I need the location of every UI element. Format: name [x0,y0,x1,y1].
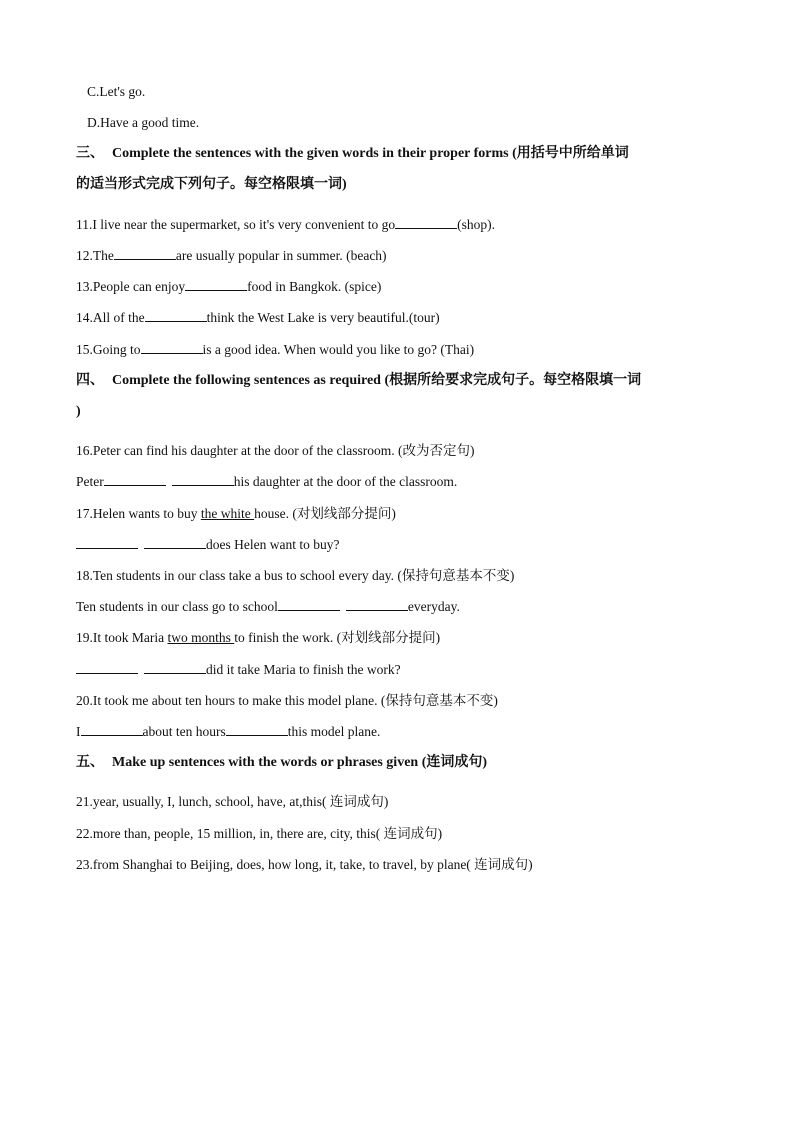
answer-lead: Ten students in our class go to school [76,599,278,614]
question-19-answer [76,661,401,679]
answer-blank[interactable] [346,598,408,611]
section-5-number: 五、 [76,755,104,770]
answer-blank[interactable] [278,598,340,611]
question-21: 21.year, usually, I, lunch, school, have, at,this( 连词成句) [76,794,389,809]
question-13-hint: food in Bangkok. (spice) [247,279,382,294]
answer-lead: I [76,724,81,739]
answer-blank[interactable] [81,723,143,736]
section-3-title: Complete the sentences with the given words in their proper forms (用括号中所给单词 [112,146,629,161]
underlined-phrase: the white [200,506,255,521]
answer-tail: everyday. [407,599,460,614]
question-19 [76,629,440,647]
answer-tail: did it take Maria to finish the work? [206,662,401,677]
answer-blank[interactable] [104,473,166,486]
question-13-text: 13.People can enjoy [76,279,186,294]
answer-middle: about ten hours [142,724,226,739]
answer-blank[interactable] [226,723,288,736]
question-19-text: 19.It took Maria [76,630,168,645]
question-11 [76,216,495,234]
option-d: D.Have a good time. [87,115,200,130]
section-5-heading [76,754,487,772]
section-5-title: Make up sentences with the words or phrases given (连词成句) [112,755,488,770]
question-16: 16.Peter can find his daughter at the door of the classroom. (改为否定句) [76,443,475,458]
section-3-heading [76,145,629,163]
question-12-hint: are usually popular in summer. (beach) [175,248,387,263]
answer-blank[interactable] [141,341,203,354]
question-17 [76,505,396,523]
question-14 [76,309,440,327]
question-14-text: 14.All of the [76,310,145,325]
section-4-heading [76,372,641,390]
question-12-text: 12.The [76,248,114,263]
question-23: 23.from Shanghai to Beijing, does, how long, it, take, to travel, by plane( 连词成句) [76,857,533,872]
question-13 [76,278,381,296]
answer-tail: does Helen want to buy? [206,537,340,552]
section-4-title: Complete the following sentences as required (根据所给要求完成句子。每空格限填一词 [112,373,642,388]
question-20: 20.It took me about ten hours to make this model plane. (保持句意基本不变) [76,693,498,708]
question-14-hint: think the West Lake is very beautiful.(tour) [206,310,440,325]
answer-blank[interactable] [144,536,206,549]
answer-blank[interactable] [145,309,207,322]
question-15 [76,341,474,359]
section-4-number: 四、 [76,373,104,388]
section-4-heading-cont: ) [76,404,81,419]
underlined-phrase: two months [167,630,235,645]
question-11-text: 11.I live near the supermarket, so it's very convenient to go [76,217,396,232]
question-12 [76,247,387,265]
answer-blank[interactable] [76,661,138,674]
answer-tail: this model plane. [287,724,381,739]
question-17-text: 17.Helen wants to buy [76,506,201,521]
question-18-answer [76,598,460,616]
question-11-hint: (shop). [457,217,495,232]
question-19-instruction: to finish the work. (对划线部分提问) [234,630,441,645]
question-17-instruction: house. (对划线部分提问) [254,506,396,521]
section-3-heading-cont: 的适当形式完成下列句子。每空格限填一词) [76,177,347,192]
question-15-text: 15.Going to [76,342,141,357]
answer-blank[interactable] [114,247,176,260]
answer-blank[interactable] [172,473,234,486]
question-20-answer [76,723,380,741]
answer-tail: his daughter at the door of the classroom. [233,474,458,489]
option-c: C.Let's go. [87,84,146,99]
answer-blank[interactable] [395,216,457,229]
question-18: 18.Ten students in our class take a bus to school every day. (保持句意基本不变) [76,568,515,583]
answer-blank[interactable] [185,278,247,291]
question-17-answer [76,536,339,554]
question-22: 22.more than, people, 15 million, in, there are, city, this( 连词成句) [76,826,443,841]
answer-blank[interactable] [76,536,138,549]
question-16-answer [76,473,457,491]
section-3-number: 三、 [76,146,104,161]
question-15-hint: is a good idea. When would you like to go? (Thai) [202,342,475,357]
answer-blank[interactable] [144,661,206,674]
answer-lead: Peter [76,474,104,489]
